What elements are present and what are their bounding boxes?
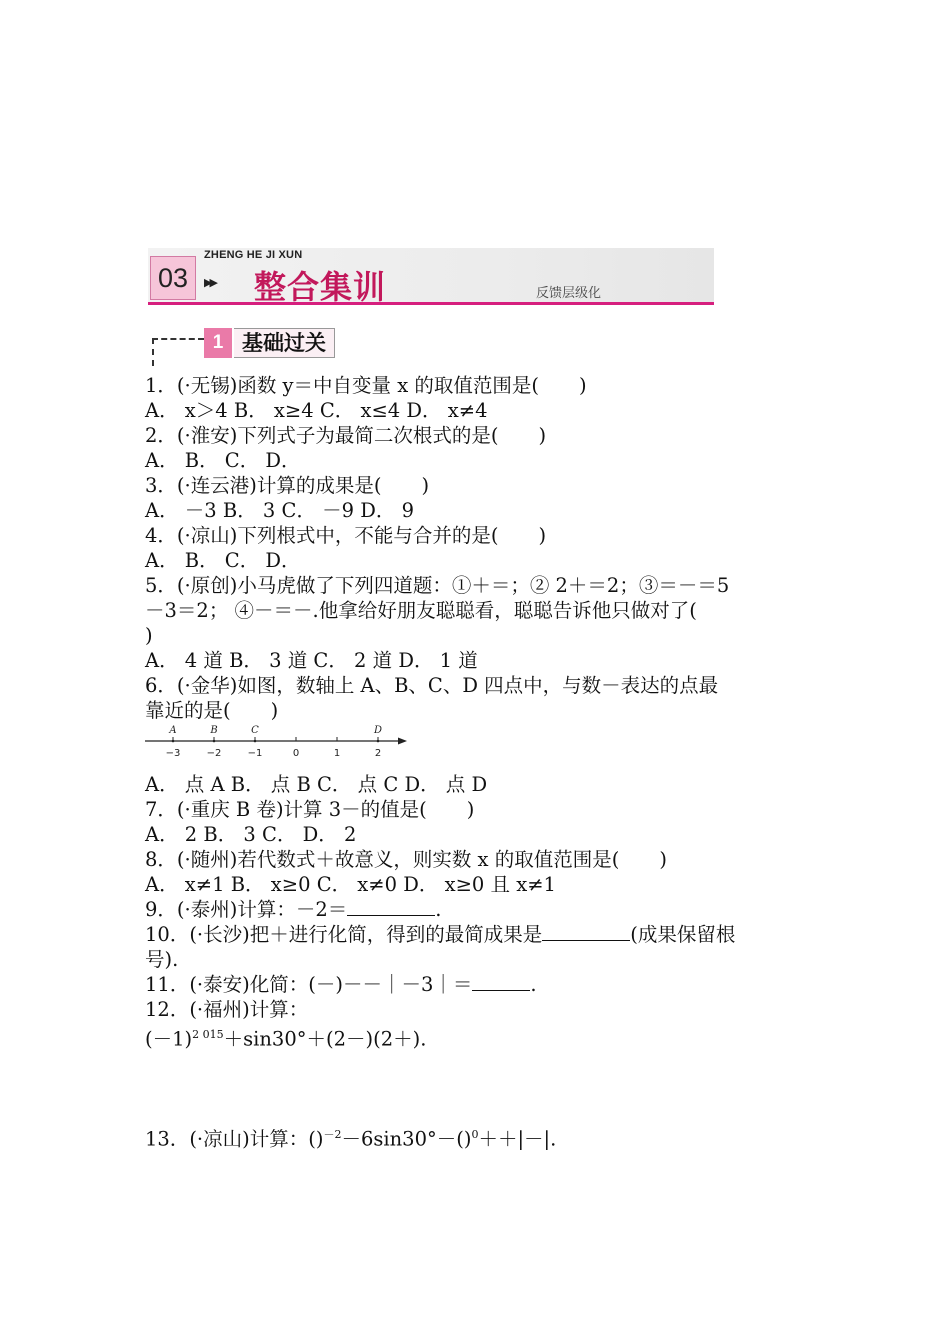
exponent: －2: [323, 1128, 342, 1141]
point-marker-a: [172, 740, 175, 743]
answer-blank[interactable]: [472, 972, 530, 991]
question-paren: ): [466, 798, 475, 821]
question-text: 靠近的是(: [145, 699, 231, 722]
question-1-options: A． x＞4 B． x≥4 C． x≤4 D． x≠4: [145, 399, 488, 422]
answer-blank[interactable]: [542, 922, 630, 941]
expr-part: 13．(·凉山)计算：(): [145, 1127, 324, 1151]
question-4: [145, 523, 546, 548]
question-10-line-2: 号).: [145, 948, 179, 971]
double-arrow-icon: ▶▶: [204, 276, 215, 289]
question-7-options: A． 2 B． 3 C． D． 2: [145, 823, 357, 846]
question-4-options: A． B． C． D．: [145, 549, 301, 572]
tick-label: 1: [333, 748, 341, 759]
point-marker-c: [254, 740, 257, 743]
banner-number: 03: [150, 256, 196, 300]
question-6-options: A． 点 A B． 点 B C． 点 C D． 点 D: [145, 773, 488, 796]
question-2: [145, 423, 546, 448]
axis-arrow-icon: [398, 738, 407, 745]
expr-part: ＋＋|－|.: [478, 1127, 557, 1151]
point-marker-b: [213, 740, 216, 743]
question-5-options: A． 4 道 B． 3 道 C． 2 道 D． 1 道: [145, 649, 478, 672]
point-label-a: A: [169, 725, 177, 736]
question-6-line-1: 6．(·金华)如图，数轴上 A、B、C、D 四点中，与数－表达的点最: [145, 674, 719, 697]
question-12: 12．(·福州)计算：: [145, 998, 309, 1021]
question-paren: ): [270, 699, 279, 722]
banner-title: 整合集训: [254, 268, 387, 306]
question-8-options: A． x≠1 B． x≥0 C． x≠0 D． x≥0 且 x≠1: [145, 873, 556, 896]
tick-label: 2: [374, 748, 382, 759]
section-title: 基础过关: [234, 328, 335, 358]
question-paren: ): [579, 374, 587, 397]
question-text: 10．(·长沙)把＋进行化简，得到的最简成果是: [145, 923, 543, 946]
question-paren: ): [421, 474, 430, 497]
question-text-tail: (成果保留根: [630, 923, 736, 946]
expr-part: ＋sin30°＋(2－)(2＋).: [223, 1027, 427, 1051]
tick-label: −2: [206, 748, 222, 759]
tick-label: 0: [292, 748, 300, 759]
question-text: 11．(·泰安)化简：(－)－－｜－3｜＝: [145, 973, 473, 996]
banner-pinyin: ZHENG HE JI XUN: [204, 249, 303, 261]
question-3-options: A． －3 B． 3 C． －9 D． 9: [145, 499, 414, 522]
question-paren: ): [538, 524, 547, 547]
question-paren: ): [659, 848, 667, 871]
question-2-options: A． B． C． D．: [145, 449, 301, 472]
question-text: 3．(·连云港)计算的成果是(: [145, 474, 382, 497]
question-period: .: [435, 898, 442, 921]
question-text: 9．(·泰州)计算：－2＝: [145, 898, 348, 921]
expr-part: －6sin30°－(): [341, 1127, 472, 1151]
exponent: 2 015: [192, 1028, 224, 1041]
answer-blank[interactable]: [347, 897, 435, 916]
section-number: 1: [204, 328, 232, 358]
question-3: [145, 473, 429, 498]
section-header: [148, 324, 358, 370]
question-5-line-3: ): [145, 624, 153, 647]
expr-part: (－1): [145, 1027, 193, 1051]
question-5-line-1: 5．(·原创)小马虎做了下列四道题：①＋＝；② 2＋＝2；③＝－＝5: [145, 574, 730, 597]
question-11: [145, 972, 537, 997]
question-10-line-1: [145, 922, 735, 947]
question-13: [145, 1122, 556, 1152]
question-text: 7．(·重庆 B 卷)计算 3－的值是(: [145, 798, 427, 821]
section-banner: [148, 248, 714, 306]
point-label-b: B: [210, 725, 218, 736]
dashed-corner-decoration: [152, 338, 204, 366]
number-line-figure: [145, 717, 415, 761]
point-label-d: D: [373, 725, 383, 736]
question-paren: ): [538, 424, 547, 447]
question-7: [145, 797, 474, 822]
point-label-c: C: [251, 725, 259, 736]
banner-underline: [148, 302, 714, 305]
question-8: [145, 847, 667, 872]
question-text: 2．(·淮安)下列式子为最简二次根式的是(: [145, 424, 499, 447]
question-1: [145, 373, 587, 398]
tick-label: −1: [247, 748, 263, 759]
tick-label: −3: [165, 748, 181, 759]
point-marker-d: [377, 740, 380, 743]
question-12-expression: [145, 1022, 426, 1052]
question-text: 8．(·随州)若代数式＋故意义，则实数 x 的取值范围是(: [145, 848, 620, 871]
question-text: 4．(·凉山)下列根式中，不能与合并的是(: [145, 524, 499, 547]
question-text: 1．(·无锡)函数 y＝中自变量 x 的取值范围是(: [145, 374, 540, 397]
banner-subtitle: 反馈层级化: [536, 286, 602, 301]
question-5-line-2: －3＝2； ④－＝－.他拿给好朋友聪聪看，聪聪告诉他只做对了(: [145, 599, 697, 622]
question-9: [145, 897, 441, 922]
question-period: .: [530, 973, 537, 996]
exponent: 0: [471, 1128, 479, 1141]
